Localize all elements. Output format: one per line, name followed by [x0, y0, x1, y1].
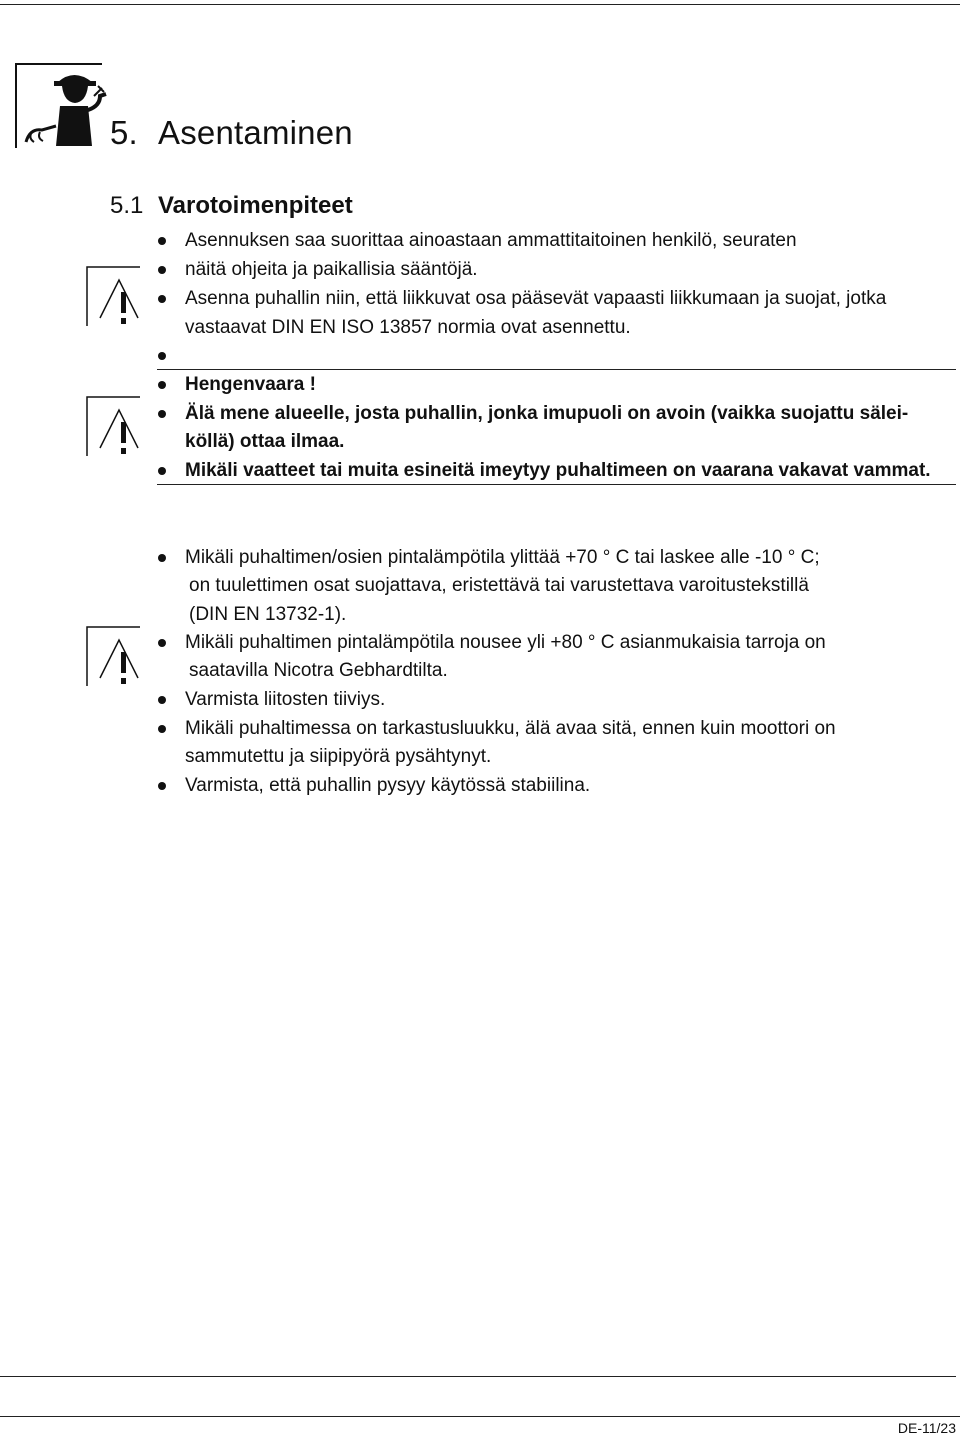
- bullet: [158, 467, 166, 475]
- warning-triangle-icon: [86, 266, 142, 328]
- footer-rule-lower: [0, 1416, 960, 1417]
- bullet: [158, 381, 166, 389]
- section-title: Asentaminen: [158, 114, 353, 151]
- bullet: [158, 266, 166, 274]
- bullet: [158, 639, 166, 647]
- top-rule: [0, 4, 960, 5]
- section-heading: [110, 114, 353, 152]
- warning-triangle-icon: [86, 396, 142, 458]
- subsection-title: Varotoimenpiteet: [158, 192, 353, 219]
- page-number: DE-11/23: [897, 1420, 956, 1436]
- bullet: [158, 352, 166, 360]
- subsection-number: 5.1: [110, 192, 144, 219]
- bullet: [158, 782, 166, 790]
- subsection-heading: [110, 192, 353, 220]
- footer-rule-upper: [0, 1376, 956, 1377]
- bullet: [158, 410, 166, 418]
- bullet: [158, 696, 166, 704]
- bullet: [158, 237, 166, 245]
- bullet: [158, 725, 166, 733]
- section-number: 5.: [110, 114, 138, 151]
- bullet: [158, 554, 166, 562]
- warning-triangle-icon: [86, 626, 142, 688]
- mechanic-worker-icon: [14, 62, 110, 150]
- bullet: [158, 295, 166, 303]
